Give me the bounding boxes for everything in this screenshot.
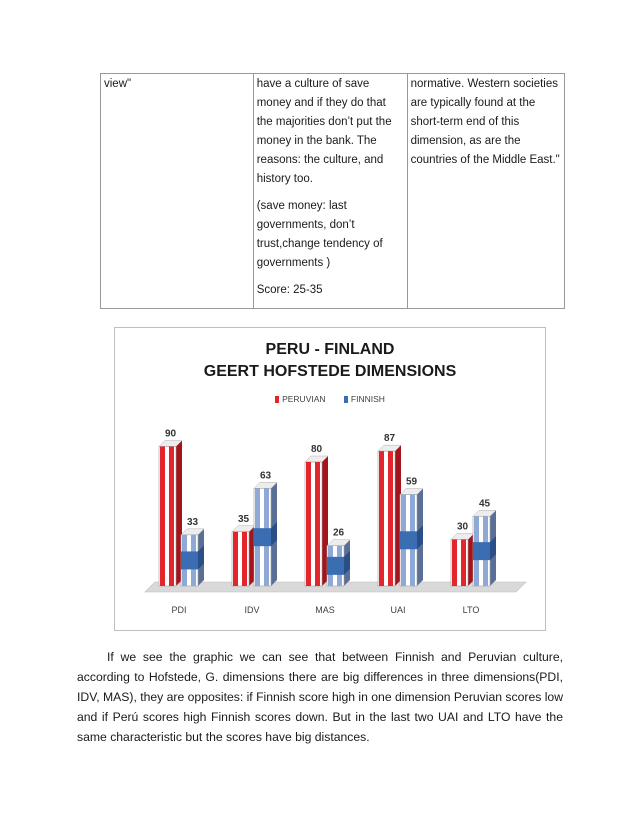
data-label-finnish: 59 bbox=[405, 476, 418, 488]
bar-band-finnish bbox=[327, 557, 344, 575]
cell-text: view" bbox=[104, 78, 132, 90]
bar-stripe-peruvian bbox=[233, 532, 238, 586]
data-label-finnish: 33 bbox=[186, 516, 199, 528]
bar-stripe-peruvian bbox=[160, 447, 165, 587]
chart-container bbox=[114, 327, 546, 631]
data-label-peruvian: 90 bbox=[164, 428, 177, 440]
bar-band-finnish bbox=[400, 531, 417, 549]
category-label: UAI bbox=[390, 605, 406, 615]
category-label: IDV bbox=[244, 605, 260, 615]
legend-label-finnish: FINNISH bbox=[350, 394, 385, 404]
legend-label-peruvian: PERUVIAN bbox=[282, 394, 326, 404]
category-label: MAS bbox=[315, 605, 335, 615]
bar-band-finnish bbox=[254, 528, 271, 546]
data-label-peruvian: 30 bbox=[456, 521, 469, 533]
bar-band-finnish bbox=[181, 551, 198, 569]
cell-text: Score: 25-35 bbox=[256, 284, 323, 296]
bar-stripe-peruvian bbox=[242, 532, 247, 586]
data-label-finnish: 26 bbox=[332, 527, 345, 539]
table-cell-col3 bbox=[407, 74, 564, 309]
chart-plot bbox=[115, 328, 545, 630]
bar-stripe-peruvian bbox=[306, 462, 311, 586]
bar-stripe-peruvian bbox=[379, 451, 384, 586]
data-label-peruvian: 87 bbox=[383, 433, 396, 445]
table-cell-col2 bbox=[253, 74, 407, 309]
bar-stripe-peruvian bbox=[461, 540, 466, 587]
bar-stripe-peruvian bbox=[388, 451, 393, 586]
cell-text: (save money: last governments, don’t trust,change tendency of governments ) bbox=[256, 200, 383, 269]
data-label-peruvian: 35 bbox=[237, 513, 250, 525]
bar-stripe-peruvian bbox=[315, 462, 320, 586]
table-cell-col1 bbox=[101, 74, 254, 309]
category-label: LTO bbox=[462, 605, 480, 615]
bar-band-finnish bbox=[473, 542, 490, 560]
cell-text: normative. Western societies are typically found at the short-term end of this dimension, as are the countries of the Middle East." bbox=[410, 78, 560, 166]
data-label-peruvian: 80 bbox=[310, 444, 323, 455]
data-label-finnish: 63 bbox=[259, 470, 272, 482]
chart-subtitle: GEERT HOFSTEDE DIMENSIONS bbox=[203, 363, 457, 380]
data-label-finnish: 45 bbox=[478, 498, 491, 510]
paragraph-text: If we see the graphic we can see that between Finnish and Peruvian culture, according to Hofstede, G. dimensions there are big differences in three dimensions(PDI, IDV, MAS), they are opposites: if Finnish score high in one dimension Peruvian scores low and if Perú scores high Finnish scores down. But in the last two UAI and LTO have the same characteristic but the scores have big distances. bbox=[77, 650, 563, 744]
comparison-table bbox=[100, 73, 565, 309]
chart-title: PERU - FINLAND bbox=[265, 341, 395, 358]
body-paragraph bbox=[77, 647, 563, 747]
bar-stripe-peruvian bbox=[169, 447, 174, 587]
category-label: PDI bbox=[171, 605, 187, 615]
bar-stripe-peruvian bbox=[452, 540, 457, 587]
cell-text: have a culture of save money and if they do that the majorities don’t put the money in the bank. The reasons: the culture, and history too. bbox=[256, 78, 392, 185]
table-row bbox=[101, 74, 565, 309]
